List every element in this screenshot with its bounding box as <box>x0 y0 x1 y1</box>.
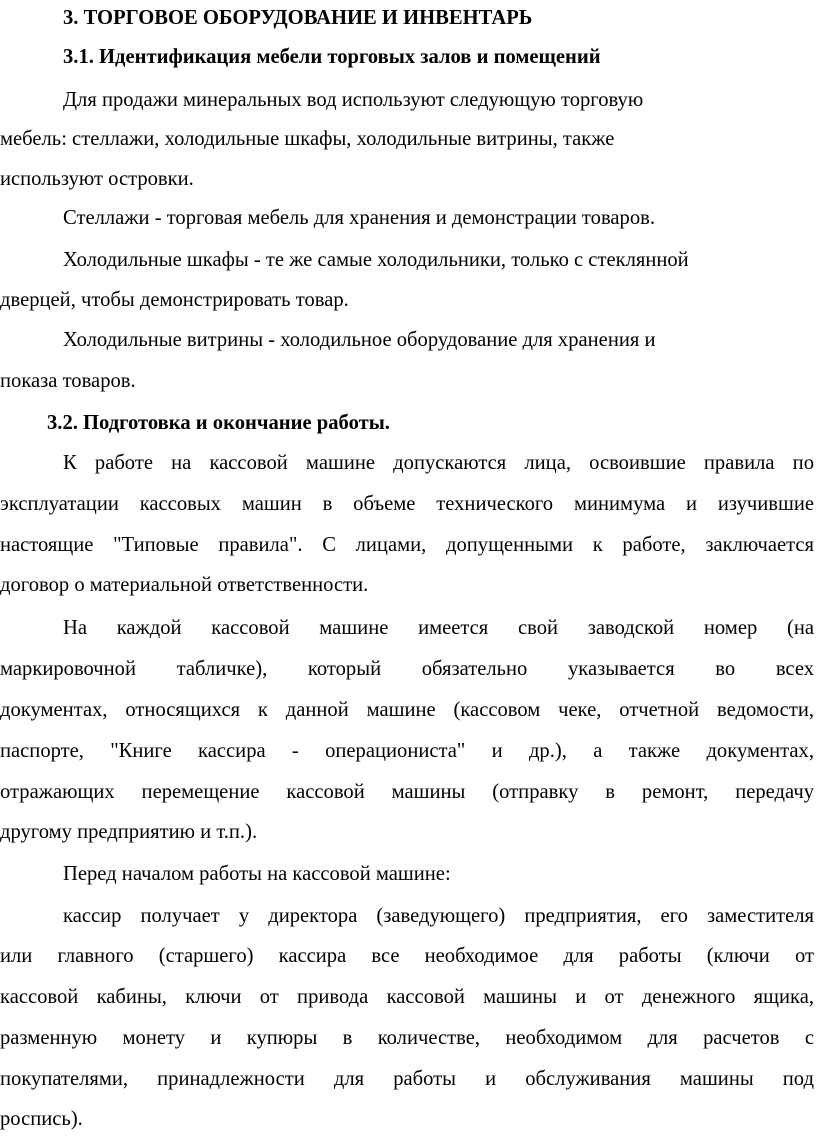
paragraph-line: используют островки. <box>0 168 194 190</box>
subsection-heading: 3.1. Идентификация мебели торговых залов и помещений <box>63 46 601 68</box>
paragraph-line: кассир получает у директора (заведующего) предприятия, его заместителя <box>63 905 814 927</box>
paragraph-line: мебель: стеллажи, холодильные шкафы, холодильные витрины, также <box>0 128 615 150</box>
paragraph-line: Холодильные витрины - холодильное оборудование для хранения и <box>63 329 656 351</box>
paragraph-line: паспорте, "Книге кассира - операциониста" и др.), а также документах, <box>0 740 814 762</box>
paragraph-line: кассовой кабины, ключи от привода кассовой машины и от денежного ящика, <box>0 986 814 1008</box>
paragraph-line: эксплуатации кассовых машин в объеме технического минимума и изучившие <box>0 493 814 515</box>
paragraph-line: Для продажи минеральных вод используют следующую торговую <box>63 89 644 111</box>
paragraph-line: На каждой кассовой машине имеется свой заводской номер (на <box>63 617 814 639</box>
paragraph-line: Перед началом работы на кассовой машине: <box>63 863 451 885</box>
paragraph-line: отражающих перемещение кассовой машины (отправку в ремонт, передачу <box>0 781 814 803</box>
paragraph-line: Холодильные шкафы - те же самые холодильники, только с стеклянной <box>63 249 689 271</box>
paragraph-line: маркировочной табличке), который обязательно указывается во всех <box>0 658 814 680</box>
paragraph-line: или главного (старшего) кассира все необходимое для работы (ключи от <box>0 945 814 967</box>
paragraph-line: Стеллажи - торговая мебель для хранения и демонстрации товаров. <box>63 207 655 229</box>
paragraph-line: документах, относящихся к данной машине (кассовом чеке, отчетной ведомости, <box>0 699 814 721</box>
paragraph-line: К работе на кассовой машине допускаются лица, освоившие правила по <box>63 452 814 474</box>
paragraph-line: покупателями, принадлежности для работы и обслуживания машины под <box>0 1068 814 1090</box>
paragraph-line: другому предприятию и т.п.). <box>0 821 258 843</box>
paragraph-line: настоящие "Типовые правила". С лицами, допущенными к работе, заключается <box>0 534 814 556</box>
paragraph-line: роспись). <box>0 1108 83 1130</box>
paragraph-line: дверцей, чтобы демонстрировать товар. <box>0 289 349 311</box>
section-heading: 3. ТОРГОВОЕ ОБОРУДОВАНИЕ И ИНВЕНТАРЬ <box>63 7 533 29</box>
subsection-heading: 3.2. Подготовка и окончание работы. <box>47 412 390 434</box>
paragraph-line: разменную монету и купюры в количестве, необходимом для расчетов с <box>0 1027 814 1049</box>
paragraph-line: показа товаров. <box>0 370 136 392</box>
paragraph-line: договор о материальной ответственности. <box>0 574 369 596</box>
